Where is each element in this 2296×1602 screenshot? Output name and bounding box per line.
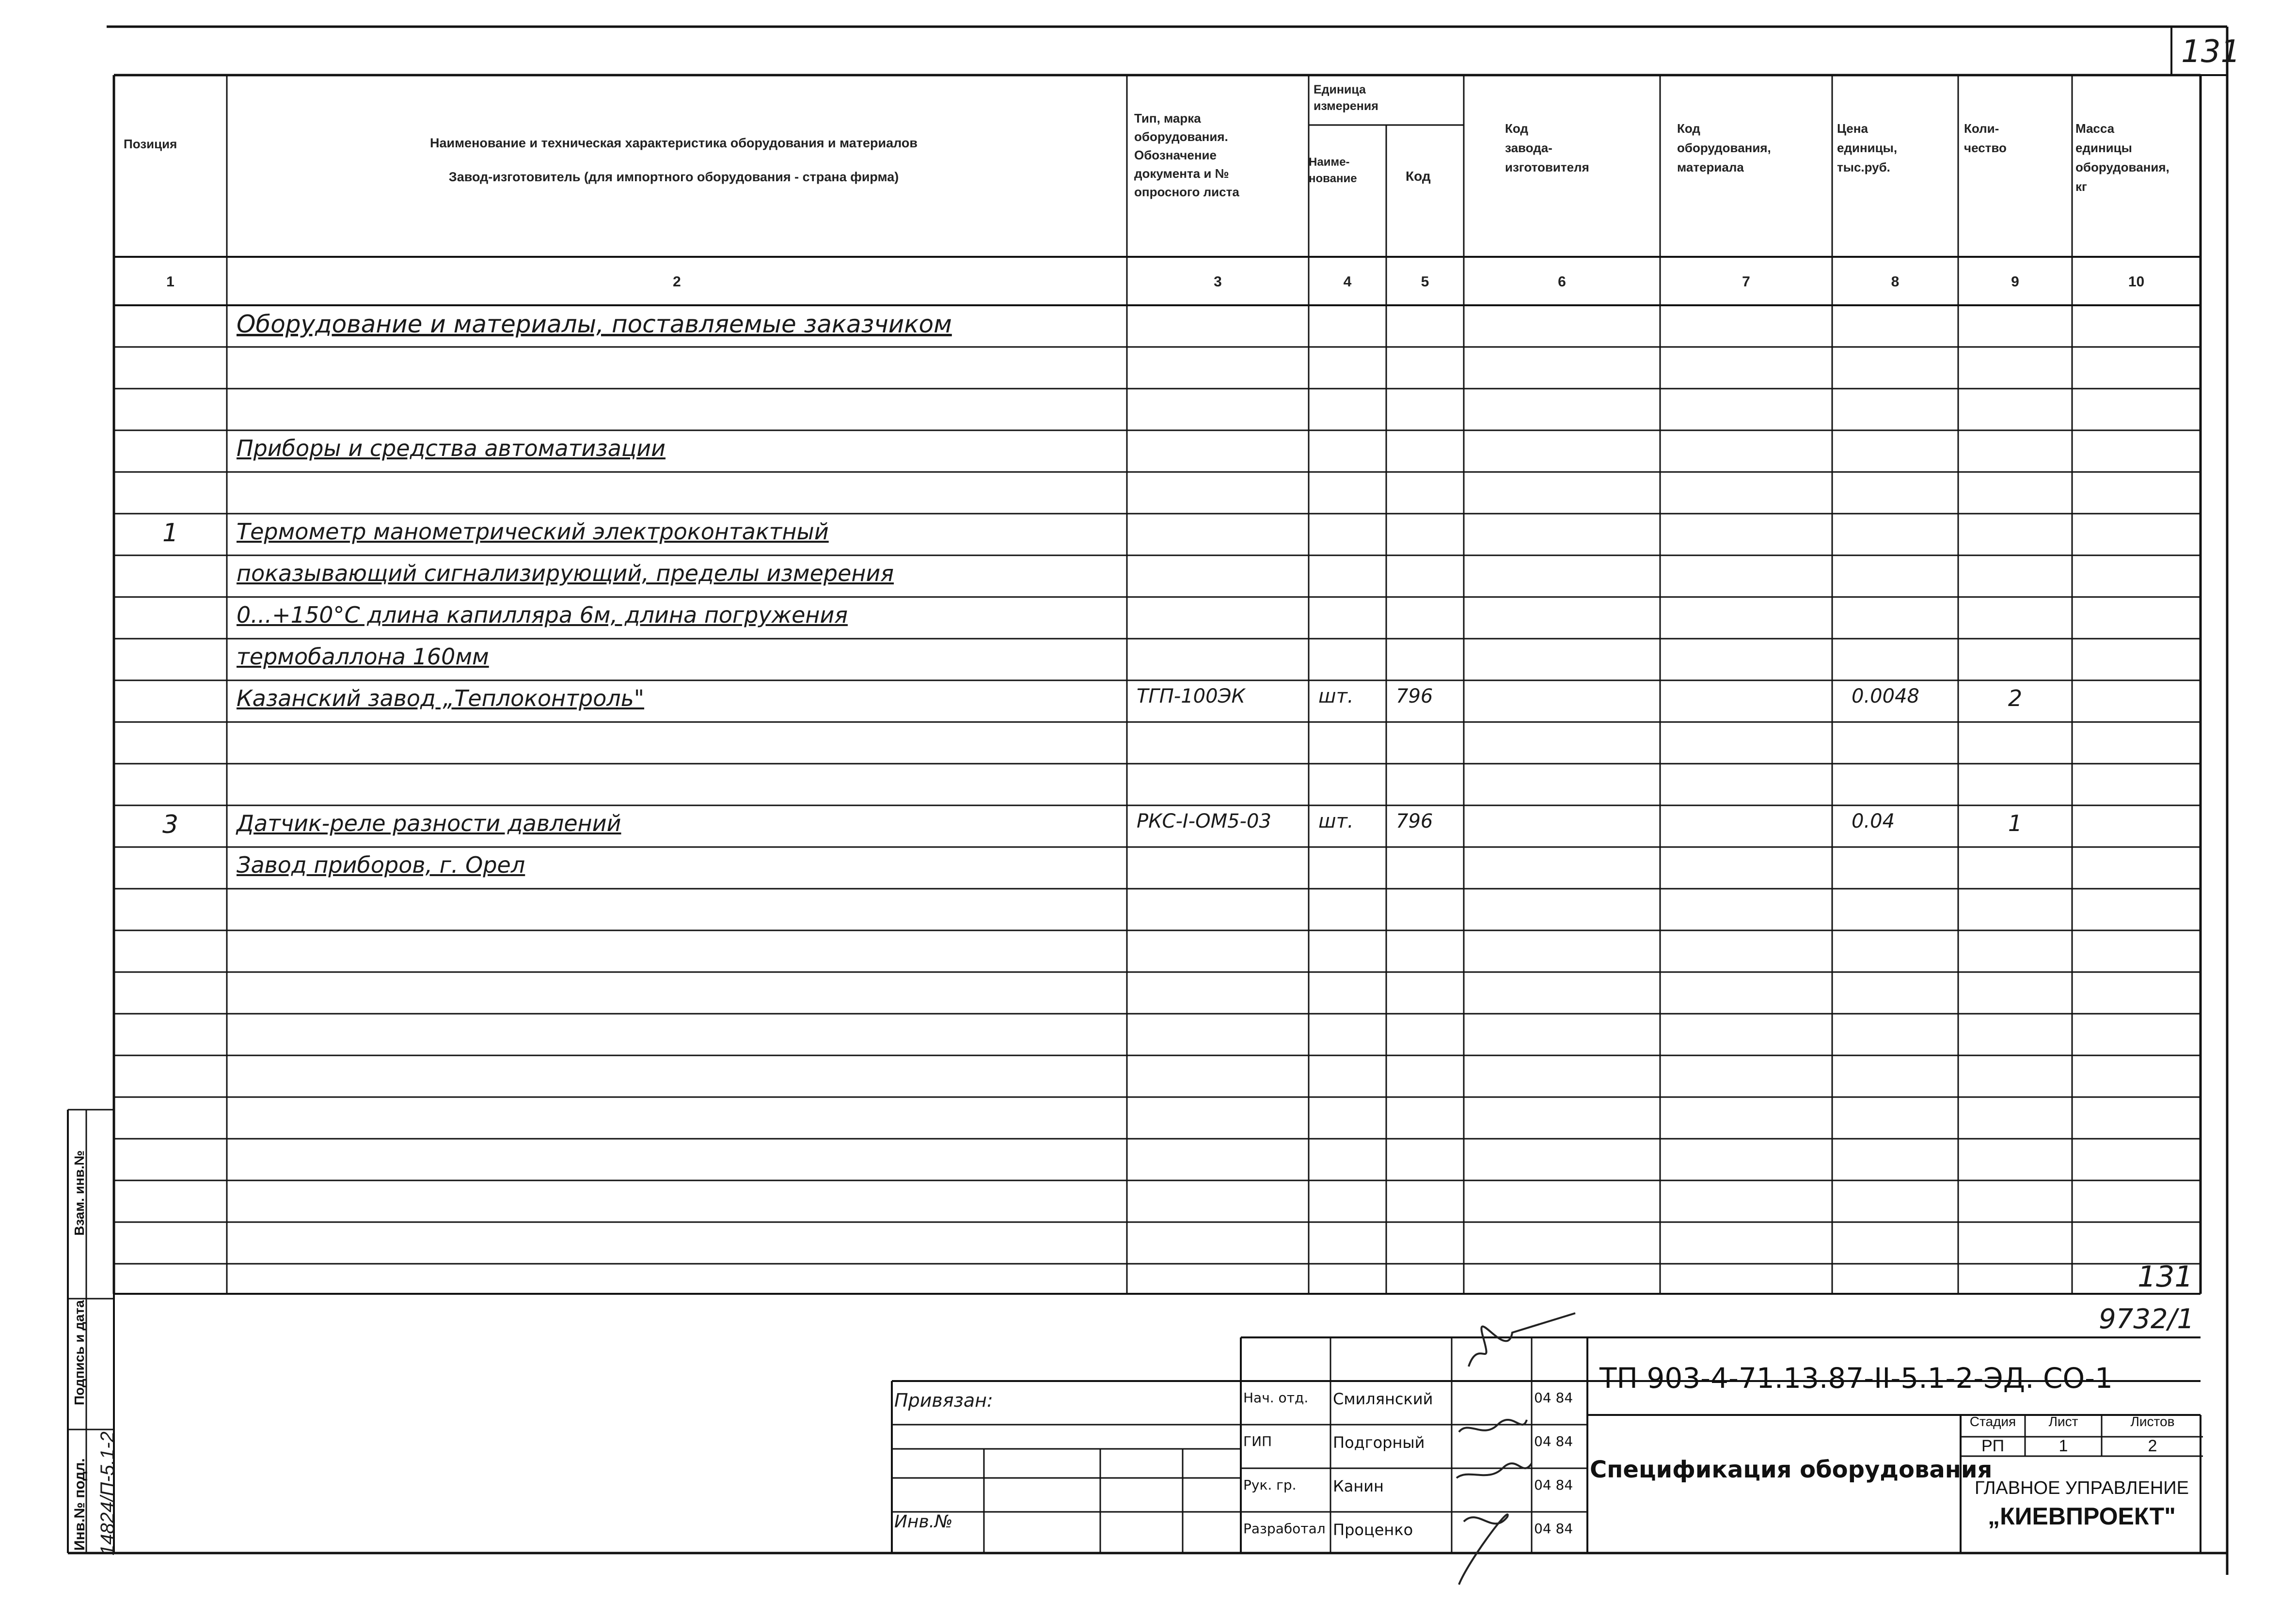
column-number: 9 bbox=[2011, 274, 2019, 290]
row-pos: 3 bbox=[162, 810, 179, 839]
staff-date: 04 84 bbox=[1534, 1390, 1573, 1406]
privyazan-label: Привязан: bbox=[894, 1390, 993, 1411]
row-pos: 1 bbox=[162, 518, 179, 548]
staff-name: Проценко bbox=[1333, 1521, 1413, 1539]
row-qty: 1 bbox=[2008, 810, 2023, 836]
header-price: Цена единицы, тыс.руб. bbox=[1837, 121, 1898, 174]
row-name: Датчик-реле разности давлений bbox=[237, 810, 621, 836]
staff-role: Разработал bbox=[1243, 1521, 1326, 1537]
column-number: 1 bbox=[166, 274, 174, 290]
inv-number-label: Инв.№ bbox=[894, 1512, 953, 1532]
document-code: ТП 903-4-71.13.87-II-5.1-2-ЭД. СО-1 bbox=[1599, 1362, 2113, 1395]
row-name: Оборудование и материалы, поставляемые заказчиком bbox=[237, 310, 952, 338]
org-line1: ГЛАВНОЕ УПРАВЛЕНИЕ bbox=[1975, 1478, 2189, 1498]
document-title: Спецификация оборудования bbox=[1590, 1456, 1993, 1483]
sheet-value: 1 bbox=[2058, 1437, 2068, 1455]
staff-date: 04 84 bbox=[1534, 1521, 1573, 1537]
side-inv-label: Инв.№ подл. bbox=[72, 1458, 88, 1551]
row-unit: шт. bbox=[1318, 810, 1354, 832]
header-name-line2: Завод-изготовитель (для импортного оборудования - страна фирма) bbox=[448, 170, 899, 184]
column-number: 4 bbox=[1343, 274, 1352, 290]
row-name: Приборы и средства автоматизации bbox=[237, 435, 666, 461]
sheet-label: Лист bbox=[2048, 1414, 2078, 1429]
row-name: Казанский завод „Теплоконтроль" bbox=[237, 685, 645, 711]
header-maker-code: Код завода- изготовителя bbox=[1505, 121, 1589, 174]
header-quantity: Коли- чество bbox=[1964, 121, 2007, 155]
row-type: РКС-I-ОМ5-03 bbox=[1137, 810, 1271, 832]
header-position: Позиция bbox=[124, 137, 177, 151]
staff-date: 04 84 bbox=[1534, 1477, 1573, 1493]
staff-name: Канин bbox=[1333, 1477, 1384, 1495]
side-inv-value: 14824/П-5.1-2 bbox=[97, 1431, 118, 1555]
row-price: 0.04 bbox=[1852, 810, 1895, 832]
org-line2: „КИЕВПРОЕКТ" bbox=[1988, 1503, 2176, 1530]
header-equipment-code: Код оборудования, материала bbox=[1677, 121, 1771, 174]
row-name: показывающий сигнализирующий, пределы измерения bbox=[237, 560, 894, 586]
staff-name: Смилянский bbox=[1333, 1390, 1433, 1408]
row-type: ТГП-100ЭК bbox=[1137, 685, 1245, 707]
staff-role: Рук. гр. bbox=[1243, 1477, 1297, 1493]
bottom-sheet-number: 131 bbox=[2138, 1260, 2193, 1294]
header-unit-group: Единица измерения bbox=[1314, 83, 1378, 113]
row-price: 0.0048 bbox=[1852, 685, 1919, 707]
stage-value: РП bbox=[1981, 1437, 2005, 1455]
side-sign-label: Подпись и дата bbox=[72, 1300, 87, 1405]
staff-role: Нач. отд. bbox=[1243, 1390, 1309, 1406]
row-name: 0...+150°С длина капилляра 6м, длина погружения bbox=[237, 602, 848, 628]
side-vzam-label: Взам. инв.№ bbox=[72, 1150, 87, 1236]
column-number: 10 bbox=[2128, 274, 2145, 290]
header-type: Тип, марка оборудования. Обозначение документа и № опросного листа bbox=[1134, 111, 1239, 199]
row-qty: 2 bbox=[2008, 685, 2023, 711]
row-unit: шт. bbox=[1318, 685, 1354, 707]
row-name: Термометр манометрический электроконтактный bbox=[237, 518, 829, 545]
column-number: 7 bbox=[1742, 274, 1750, 290]
header-unit-name: Наиме- нование bbox=[1309, 156, 1357, 185]
row-name: Завод приборов, г. Орел bbox=[237, 852, 525, 878]
sheets-label: Листов bbox=[2130, 1414, 2175, 1429]
column-number: 2 bbox=[673, 274, 681, 290]
archive-number: 9732/1 bbox=[2099, 1304, 2195, 1335]
signature-marks bbox=[1449, 1308, 1595, 1589]
row-code: 796 bbox=[1396, 685, 1433, 707]
sheets-value: 2 bbox=[2148, 1437, 2157, 1455]
header-name-line1: Наименование и техническая характеристика оборудования и материалов bbox=[429, 136, 918, 150]
staff-date: 04 84 bbox=[1534, 1433, 1573, 1449]
column-number: 8 bbox=[1891, 274, 1900, 290]
header-unit-code: Код bbox=[1406, 169, 1431, 184]
corner-sheet-number: 131 bbox=[2181, 34, 2241, 70]
column-number: 5 bbox=[1421, 274, 1429, 290]
column-number: 3 bbox=[1214, 274, 1222, 290]
stage-label: Стадия bbox=[1969, 1414, 2016, 1429]
row-code: 796 bbox=[1396, 810, 1433, 832]
row-name: термобаллона 160мм bbox=[237, 644, 489, 670]
staff-name: Подгорный bbox=[1333, 1433, 1425, 1452]
staff-role: ГИП bbox=[1243, 1433, 1272, 1449]
header-mass: Масса единицы оборудования, кг bbox=[2075, 121, 2169, 194]
column-number: 6 bbox=[1558, 274, 1566, 290]
